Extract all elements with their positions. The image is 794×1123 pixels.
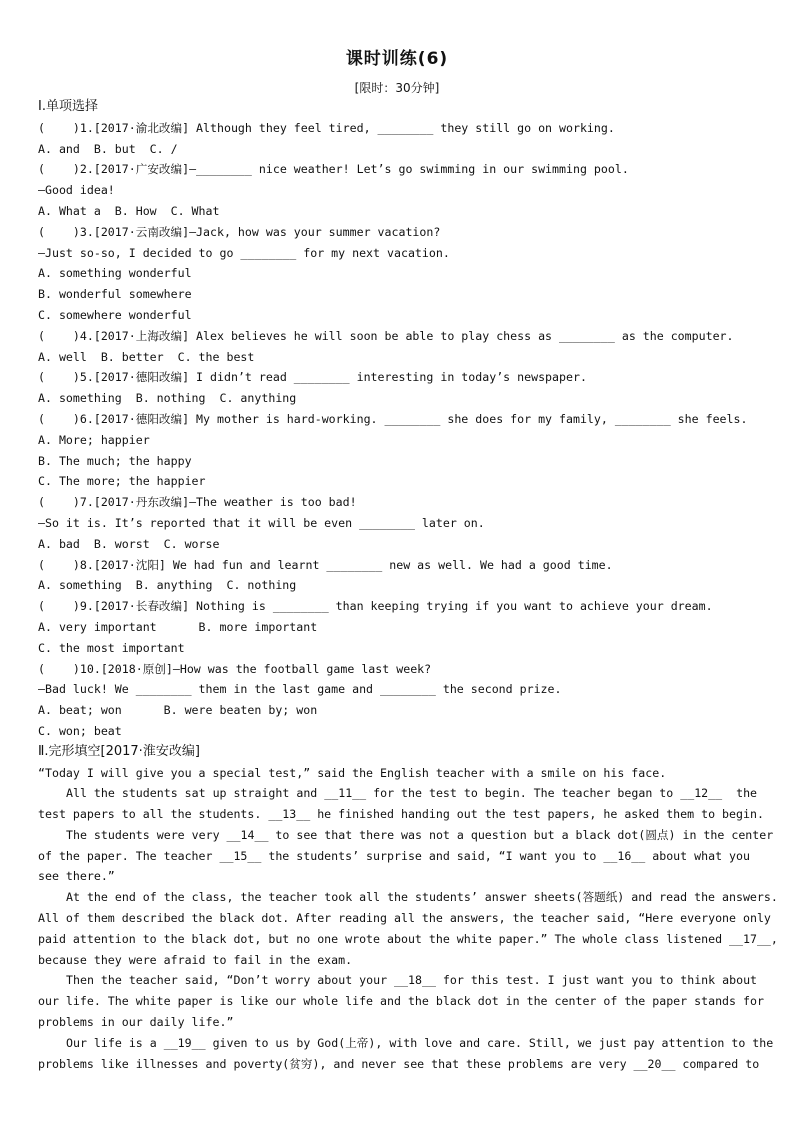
text-line: A. something wonderful <box>38 266 192 281</box>
text-line: problems like illnesses and poverty(贫穷), and never see that these problems are very __20__ compared to <box>38 1056 760 1071</box>
text-line: All of them described the black dot. After reading all the answers, the teacher said, “Here everyone only <box>38 911 771 926</box>
text-line: paid attention to the black dot, but no one wrote about the white paper.” The whole class listened __17__, <box>38 931 778 946</box>
text-line: All the students sat up straight and __11__ for the test to begin. The teacher began to __12__ the <box>66 786 758 801</box>
text-line: —Good idea! <box>38 183 115 198</box>
page-title: 课时训练(6) <box>345 49 449 69</box>
text-line: Then the teacher said, “Don’t worry about your __18__ for this test. I just want you to think about <box>66 973 758 988</box>
section-heading: Ⅱ.完形填空[2017·淮安改编] <box>38 743 200 759</box>
text-line: ( )3.[2017·云南改编]—Jack, how was your summer vacation? <box>38 224 441 239</box>
text-line: B. wonderful somewhere <box>38 287 192 302</box>
text-line: —Bad luck! We ________ them in the last game and ________ the second prize. <box>38 682 562 697</box>
text-line: ( )6.[2017·德阳改编] My mother is hard-working. ________ she does for my family, ________ she feels. <box>38 411 748 426</box>
text-line: A. something B. anything C. nothing <box>38 578 297 593</box>
text-line: A. very important B. more important <box>38 619 318 634</box>
text-line: ( )10.[2018·原创]—How was the football game last week? <box>38 661 432 676</box>
text-line: The students were very __14__ to see that there was not a question but a black dot(圆点) in the center <box>66 827 774 842</box>
text-line: C. the most important <box>38 640 185 655</box>
text-line: B. The much; the happy <box>38 453 192 468</box>
text-line: “Today I will give you a special test,” said the English teacher with a smile on his face. <box>38 765 667 780</box>
time-limit: [限时：30分钟] <box>354 81 440 95</box>
text-line: ( )5.[2017·德阳改编] I didn’t read ________ interesting in today’s newspaper. <box>38 370 587 385</box>
text-line: A. well B. better C. the best <box>38 349 255 364</box>
text-line: ( )4.[2017·上海改编] Alex believes he will soon be able to play chess as ________ as the computer. <box>38 328 734 343</box>
text-line: ( )8.[2017·沈阳] We had fun and learnt ________ new as well. We had a good time. <box>38 557 613 572</box>
text-line: ( )1.[2017·渝北改编] Although they feel tired, ________ they still go on working. <box>38 120 615 135</box>
text-line: —So it is. It’s reported that it will be even ________ later on. <box>38 515 485 530</box>
text-line: C. won; beat <box>38 723 122 738</box>
text-line: ( )9.[2017·长春改编] Nothing is ________ than keeping trying if you want to achieve your dream. <box>38 599 713 614</box>
text-line: ( )7.[2017·丹东改编]—The weather is too bad! <box>38 495 357 510</box>
text-line: C. The more; the happier <box>38 474 206 489</box>
text-line: of the paper. The teacher __15__ the students’ surprise and said, “I want you to __16__ about what you <box>38 848 750 863</box>
text-line: see there.” <box>38 869 115 884</box>
text-line: At the end of the class, the teacher took all the students’ answer sheets(答题纸) and read the answers. <box>66 890 778 905</box>
text-line: because they were afraid to fail in the exam. <box>38 952 353 967</box>
text-line: A. bad B. worst C. worse <box>38 536 220 551</box>
text-line: Our life is a __19__ given to us by God(上帝), with love and care. Still, we just pay attention to the <box>66 1035 774 1050</box>
text-line: C. somewhere wonderful <box>38 307 192 322</box>
text-line: A. What a B. How C. What <box>38 203 220 218</box>
text-line: —Just so-so, I decided to go ________ for my next vacation. <box>38 245 450 260</box>
document-body <box>38 97 778 1074</box>
text-line: A. More; happier <box>38 432 150 447</box>
text-line: our life. The white paper is like our whole life and the black dot in the center of the paper stands for <box>38 994 764 1009</box>
text-line: problems in our daily life.” <box>38 1015 234 1030</box>
text-line: A. and B. but C. / <box>38 141 178 156</box>
text-line: test papers to all the students. __13__ he finished handing out the test papers, he asked them to begin. <box>38 807 764 822</box>
text-line: A. beat; won B. were beaten by; won <box>38 703 318 718</box>
text-line: A. something B. nothing C. anything <box>38 391 297 406</box>
text-line: ( )2.[2017·广安改编]—________ nice weather! Let’s go swimming in our swimming pool. <box>38 162 629 177</box>
section-heading: Ⅰ.单项选择 <box>38 99 98 114</box>
